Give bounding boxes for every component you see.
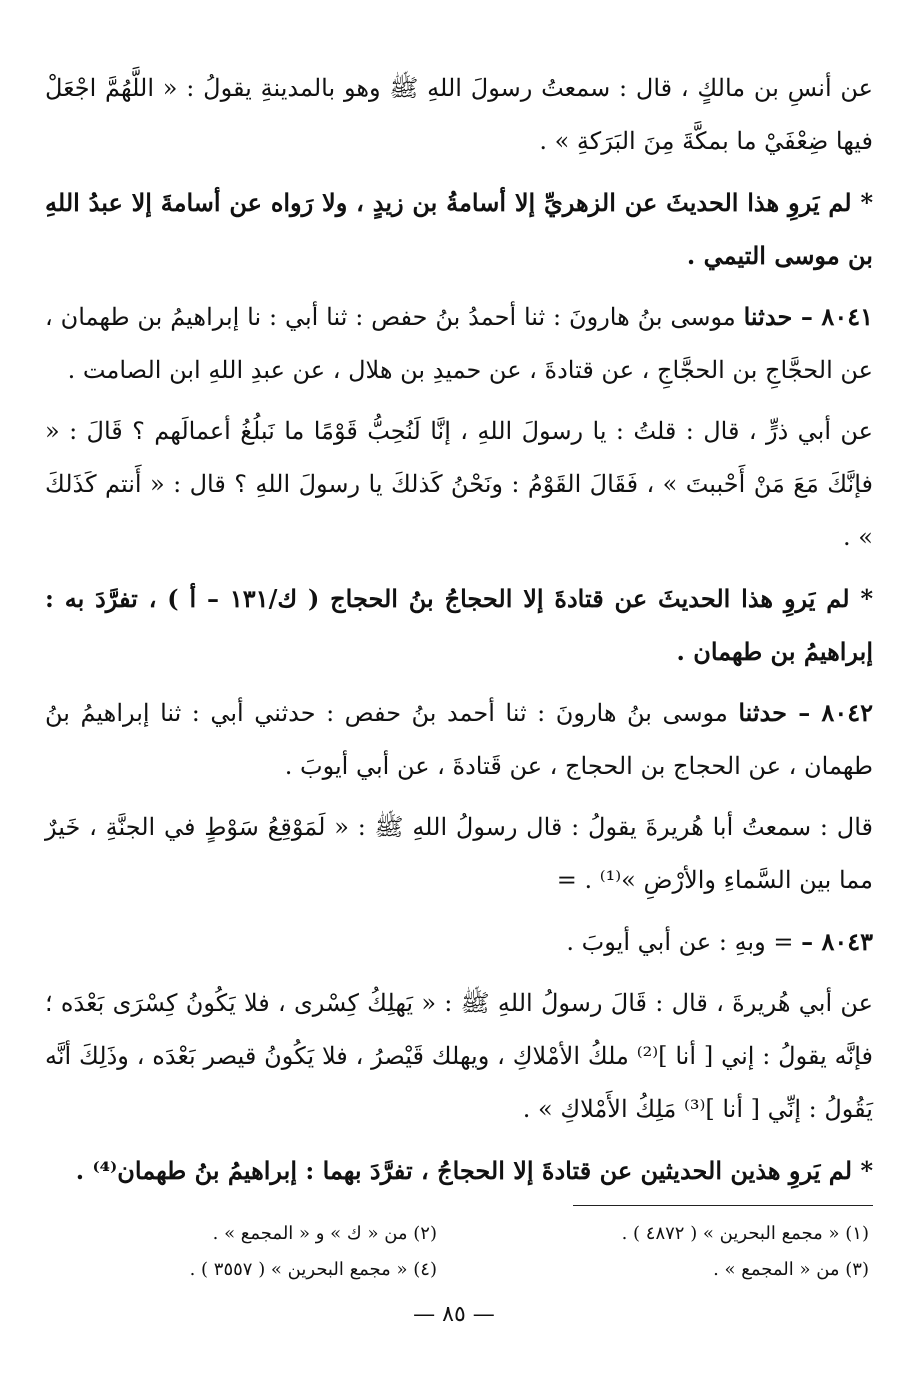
footnote-1: (١) « مجمع البحرين » ( ٤٨٧٢ ) . xyxy=(621,1223,869,1244)
hadith-chain: موسى بنُ هارونَ : ثنا أحمدُ بنُ حفص : ثنا أبي : نا إبراهيمُ بن طهمان ، عن الحجَّاجِ بن الحجَّاجِ ، عن قتادةَ ، عن حميدِ بن هلال ، عن عبدِ اللهِ ابن الصامت . xyxy=(45,303,873,384)
footnotes xyxy=(45,1216,873,1288)
page-body xyxy=(45,62,873,1288)
hadith-8043 xyxy=(45,915,873,969)
paragraph-9: عن أبي هُريرةَ ، قال : قَالَ رسولُ اللهِ ﷺ : « يَهلِكُ كِسْرى ، فلا يَكُونُ كِسْرَى بَعْدَه ؛ فإنَّه يقولُ : إني [ أنا ]⁽²⁾ ملكُ الأمْلاكِ ، ويهلك قَيْصرُ ، فلا يَكُونُ قيصر بَعْدَه ، وذَلِكَ أنَّه يَقُولُ : إنِّي [ أنا ]⁽³⁾ مَلِكُ الأَمْلاكِ » . xyxy=(45,989,874,1123)
paragraph-7: قال : سمعتُ أبا هُريرةَ يقولُ : قال رسولُ اللهِ ﷺ : « لَمَوْقِعُ سَوْطٍ في الجنَّةِ ، خَيرٌ مما بين السَّماءِ والأرْضِ »⁽¹⁾ . = xyxy=(45,813,873,894)
footnote-divider xyxy=(573,1205,873,1206)
editor-note-1: * لم يَروِ هذا الحديثَ عن الزهريِّ إلا أسامةُ بن زيدٍ ، ولا رَواه عن أسامةَ إلا عبدُ اللهِ بن موسى التيمي . xyxy=(45,188,873,270)
page-number: — ٨٥ — xyxy=(413,1302,495,1327)
editor-note-2: * لم يَروِ هذا الحديثَ عن قتادةَ إلا الحجاجُ بنُ الحجاج ( ك/١٣١ – أ ) ، تفرَّدَ به : إبراهيمُ بن طهمان . xyxy=(45,584,873,666)
paragraph-1: عن أنسِ بن مالكٍ ، قال : سمعتُ رسولَ اللهِ ﷺ وهو بالمدينةِ يقولُ : « اللَّهُمَّ اجْعَلْ فيها ضِعْفَيْ ما بمكَّةَ مِنَ البَرَكةِ » . xyxy=(45,74,873,155)
hadith-number: ٨٠٤١ – حدثنا xyxy=(743,302,873,331)
hadith-8042 xyxy=(45,686,873,793)
editor-note-3: * لم يَروِ هذين الحديثين عن قتادةَ إلا الحجاجُ ، تفرَّدَ بهما : إبراهيمُ بنُ طهمان⁽⁴⁾ . xyxy=(75,1156,873,1185)
footnote-2: (٢) من « ك » و « المجمع » . xyxy=(212,1223,437,1244)
hadith-number: ٨٠٤٢ – حدثنا xyxy=(738,698,873,727)
hadith-number: ٨٠٤٣ – xyxy=(801,927,873,956)
hadith-8041 xyxy=(45,290,873,397)
paragraph-4: عن أبي ذرٍّ ، قال : قلتُ : يا رسولَ اللهِ ، إنَّا لَنُحِبُّ قَوْمًا ما نَبلُغُ أعمالَهم ؟ قَالَ : « فإنَّكَ مَعَ مَنْ أَحْببتَ » ، فَقَالَ القَوْمُ : ونَحْنُ كَذلكَ يا رسولَ اللهِ ؟ قال : « أَنتم كَذَلكَ » . xyxy=(45,417,873,551)
footnote-4: (٤) « مجمع البحرين » ( ٣٥٥٧ ) . xyxy=(189,1259,437,1280)
footnote-3: (٣) من « المجمع » . xyxy=(713,1259,869,1280)
hadith-chain: = وبهِ : عن أبي أيوبَ . xyxy=(566,928,794,956)
hadith-chain: موسى بنُ هارونَ : ثنا أحمد بنُ حفص : حدثني أبي : ثنا إبراهيمُ بنُ طهمان ، عن الحجاج بن الحجاج ، عن قَتادةَ ، عن أبي أيوبَ . xyxy=(45,699,873,780)
